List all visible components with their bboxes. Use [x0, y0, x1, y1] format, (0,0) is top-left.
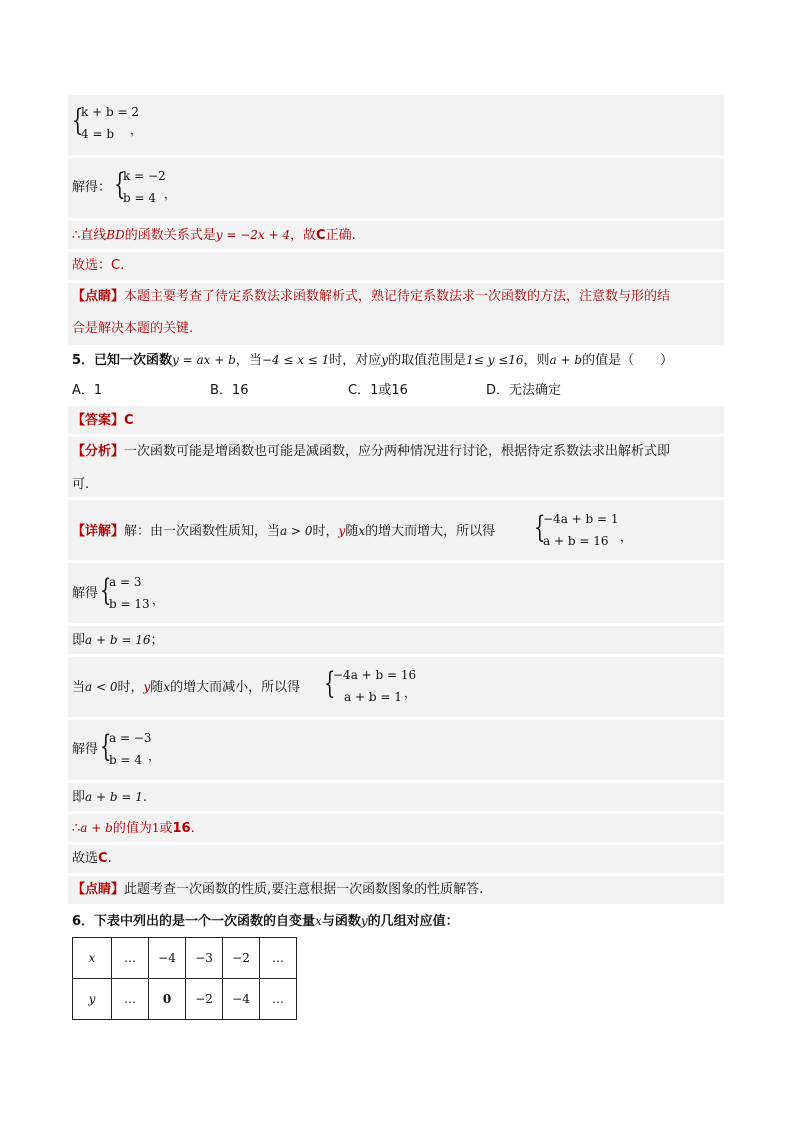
math: y: [338, 524, 346, 538]
text: 5．已知一次函数: [72, 353, 173, 368]
equation-row: −4a + b = 16: [333, 668, 417, 682]
case2-line: [72, 678, 300, 697]
equation-row: a + b = 1: [344, 690, 402, 704]
dianjing-line: [72, 881, 483, 899]
math: y: [143, 680, 151, 694]
solution-block: [68, 406, 724, 434]
math: −4 ≤ x ≤ 1: [261, 353, 330, 367]
math: x: [163, 680, 171, 694]
table-cell: 0: [149, 979, 186, 1020]
math: a > 0: [280, 524, 313, 538]
solve-label: 解得: [72, 586, 99, 601]
math: y = ax + b: [172, 353, 236, 367]
equation-system: [534, 510, 634, 552]
text: ，当: [235, 353, 262, 368]
equation-system: [324, 666, 424, 708]
equation-row: b = 13: [109, 597, 150, 611]
table-cell: −2: [186, 979, 223, 1020]
text: C: [98, 851, 108, 866]
text: 即: [72, 633, 86, 648]
text: .: [107, 851, 112, 866]
option-c: C．1或16: [348, 383, 408, 398]
table-cell: …: [112, 979, 149, 1020]
math: a < 0: [85, 680, 118, 694]
table-cell: −4: [149, 938, 186, 979]
table-row: [73, 938, 297, 979]
option-b: B．16: [210, 383, 249, 398]
question-5: [72, 351, 673, 370]
tag: 【点睛】: [72, 289, 125, 304]
equation-row: k + b = 2: [81, 105, 139, 119]
text: 一次函数可能是增函数也可能是减函数，应分两种情况进行讨论，根据待定系数法求出解析式即: [124, 444, 671, 459]
option-d: D．无法确定: [486, 383, 562, 398]
brace: {: [72, 103, 84, 138]
brace: {: [114, 167, 126, 202]
text: ∴: [72, 821, 81, 836]
detail-line: [72, 522, 495, 541]
tag: 【分析】: [72, 444, 125, 459]
text: 的几组对应值：: [367, 914, 459, 929]
solution-block: [68, 783, 724, 811]
math: a + b = 16: [85, 633, 151, 647]
comma: ，: [148, 749, 161, 763]
tag: 【答案】: [72, 413, 125, 428]
table-row: [73, 979, 297, 1020]
equation-row: k = −2: [123, 169, 166, 183]
solve-label: 解得：: [72, 180, 112, 195]
text: 的值是（ ）: [582, 353, 674, 368]
question-6: [72, 912, 459, 931]
equation-system: [100, 573, 180, 615]
text: 的取值范围是: [388, 353, 467, 368]
table-cell: …: [112, 938, 149, 979]
solution-block: [68, 845, 724, 873]
comma: ，: [164, 187, 177, 201]
analysis-line: [72, 443, 670, 461]
conclusion-line: [72, 226, 356, 245]
table-cell: x: [73, 938, 112, 979]
equation-row: a + b = 16: [543, 534, 609, 548]
text: ；: [150, 633, 164, 648]
comma: ，: [620, 530, 633, 544]
tag: 【点睛】: [72, 882, 125, 897]
text: 时，对应: [329, 353, 382, 368]
text: 6．下表中列出的是一个一次函数的自变量: [72, 914, 316, 929]
tag: 【详解】: [72, 524, 125, 539]
answer-value: C: [124, 413, 134, 428]
equation-row: a = 3: [109, 575, 142, 589]
table-cell: −4: [223, 979, 260, 1020]
conclusion-line: [72, 819, 195, 838]
equation-system: [100, 729, 180, 771]
equation-row: b = 4: [123, 191, 156, 205]
text: 随: [150, 680, 164, 695]
comma: ，: [152, 593, 165, 607]
text: .: [142, 790, 147, 805]
text: 的函数关系式是: [124, 228, 216, 243]
text: 时，: [312, 524, 339, 539]
analysis-line: 可.: [72, 477, 90, 492]
equation-system: [72, 103, 152, 145]
table-cell: −3: [186, 938, 223, 979]
table-cell: …: [260, 979, 297, 1020]
text: 本题主要考查了待定系数法求函数解析式，熟记待定系数法求一次函数的方法，注意数与形的结: [124, 289, 671, 304]
dianjing-line: [72, 288, 670, 306]
equation-row: b = 4: [109, 753, 142, 767]
text: 时，: [117, 680, 144, 695]
text: 的增大而增大，所以得: [365, 524, 496, 539]
math: x: [358, 524, 366, 538]
text: 与函数: [321, 914, 361, 929]
brace: {: [534, 510, 546, 545]
text: 16: [172, 821, 191, 836]
sum-line: [72, 788, 147, 807]
text: 或: [159, 821, 173, 836]
math: y: [381, 353, 389, 367]
table-cell: −2: [223, 938, 260, 979]
comma: ，: [404, 686, 417, 700]
math: BD: [106, 228, 125, 242]
math: a + b: [549, 353, 583, 367]
math: 1≤ y ≤16: [466, 353, 524, 367]
text: C: [316, 228, 326, 243]
equation-row: 4 = b: [81, 127, 114, 141]
math: a + b: [80, 821, 113, 835]
equation-row: −4a + b = 1: [543, 512, 619, 526]
solution-block: [68, 252, 724, 280]
equation-row: a = −3: [109, 731, 152, 745]
math: x: [315, 914, 322, 928]
math: 1: [151, 821, 160, 835]
text: ∴直线: [72, 228, 107, 243]
solution-block: [68, 95, 724, 155]
choose-line: 故选：C.: [72, 258, 125, 273]
text: 正确.: [325, 228, 356, 243]
text: .: [190, 821, 195, 836]
text: 的增大而减小，所以得: [170, 680, 301, 695]
math: y = −2x + 4: [215, 228, 290, 242]
text: 随: [345, 524, 359, 539]
option-a: A．1: [72, 383, 103, 398]
text: 此题考查一次函数的性质,要注意根据一次函数图象的性质解答.: [124, 882, 484, 897]
table-cell: …: [260, 938, 297, 979]
math: y: [360, 914, 368, 928]
solve-label: 解得: [72, 742, 99, 757]
solution-block: [68, 626, 724, 654]
text: 故选: [72, 851, 99, 866]
table-cell: y: [73, 979, 112, 1020]
choose-line: [72, 850, 112, 868]
math: a + b = 1: [85, 790, 143, 804]
text: 当: [72, 680, 86, 695]
dianjing-line: 合是解决本题的关键.: [72, 321, 194, 336]
value-table: [72, 937, 297, 1020]
text: 即: [72, 790, 86, 805]
brace: {: [100, 729, 112, 764]
brace: {: [324, 666, 336, 701]
equation-system: [114, 167, 194, 209]
text: ，则: [523, 353, 550, 368]
answer-line: [72, 412, 134, 430]
sum-line: [72, 631, 164, 650]
brace: {: [100, 573, 112, 608]
text: 解：由一次函数性质知，当: [124, 524, 281, 539]
text: ，故: [290, 228, 317, 243]
text: 的值为: [112, 821, 152, 836]
comma: ，: [130, 123, 143, 137]
